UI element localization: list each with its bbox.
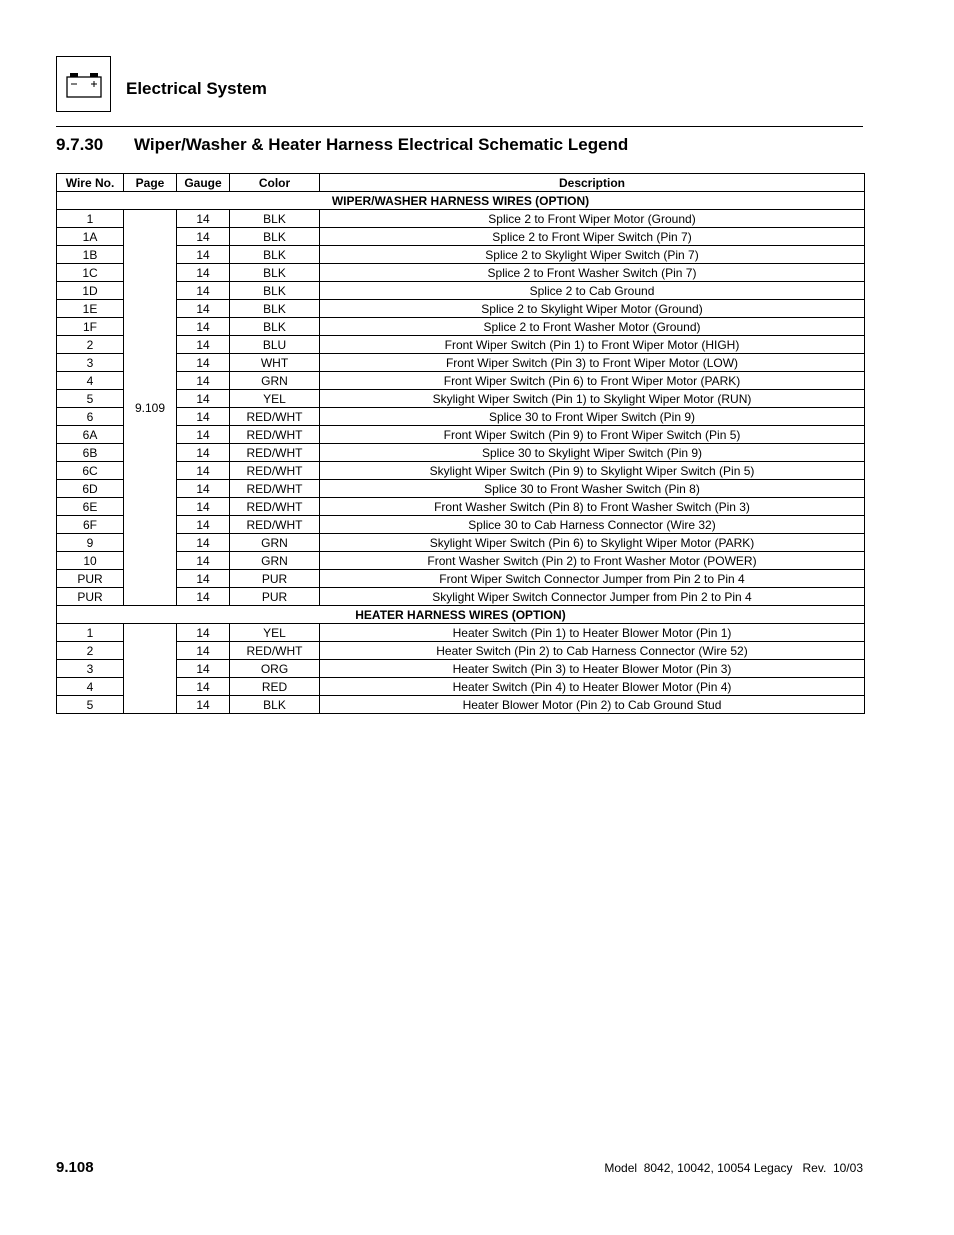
gauge-cell: 14 <box>177 372 230 390</box>
color-cell: BLK <box>230 264 320 282</box>
wire-no-cell: 1A <box>57 228 124 246</box>
col-header-wire: Wire No. <box>57 174 124 192</box>
wire-no-cell: 6B <box>57 444 124 462</box>
table-body <box>57 192 865 714</box>
table-row <box>57 552 865 570</box>
color-cell: RED/WHT <box>230 408 320 426</box>
color-cell: BLK <box>230 246 320 264</box>
gauge-cell: 14 <box>177 624 230 642</box>
wire-no-cell: 6D <box>57 480 124 498</box>
color-cell: PUR <box>230 570 320 588</box>
color-cell: BLK <box>230 282 320 300</box>
color-cell: RED/WHT <box>230 498 320 516</box>
table-row <box>57 642 865 660</box>
gauge-cell: 14 <box>177 210 230 228</box>
gauge-cell: 14 <box>177 354 230 372</box>
section-row <box>57 192 865 210</box>
gauge-cell: 14 <box>177 642 230 660</box>
gauge-cell: 14 <box>177 318 230 336</box>
color-cell: RED <box>230 678 320 696</box>
wire-no-cell: 6E <box>57 498 124 516</box>
description-cell: Heater Switch (Pin 4) to Heater Blower Motor (Pin 4) <box>320 678 865 696</box>
description-cell: Splice 2 to Front Washer Switch (Pin 7) <box>320 264 865 282</box>
wire-no-cell: 1 <box>57 624 124 642</box>
model-text: Model 8042, 10042, 10054 Legacy Rev. 10/03 <box>604 1161 863 1175</box>
color-cell: BLK <box>230 300 320 318</box>
page-heading <box>56 135 628 155</box>
gauge-cell: 14 <box>177 480 230 498</box>
col-header-color: Color <box>230 174 320 192</box>
wire-no-cell: 6 <box>57 408 124 426</box>
wire-no-cell: 1B <box>57 246 124 264</box>
description-cell: Splice 2 to Skylight Wiper Motor (Ground) <box>320 300 865 318</box>
schematic-legend-table <box>56 173 865 714</box>
description-cell: Skylight Wiper Switch Connector Jumper from Pin 2 to Pin 4 <box>320 588 865 606</box>
color-cell: RED/WHT <box>230 426 320 444</box>
wire-no-cell: 9 <box>57 534 124 552</box>
section-icon-box <box>56 56 111 112</box>
table-row <box>57 372 865 390</box>
table-row <box>57 498 865 516</box>
wire-no-cell: PUR <box>57 570 124 588</box>
color-cell: GRN <box>230 534 320 552</box>
description-cell: Front Wiper Switch (Pin 6) to Front Wiper Motor (PARK) <box>320 372 865 390</box>
table-row <box>57 426 865 444</box>
description-cell: Heater Switch (Pin 1) to Heater Blower Motor (Pin 1) <box>320 624 865 642</box>
section-row <box>57 606 865 624</box>
table-row <box>57 462 865 480</box>
description-cell: Front Washer Switch (Pin 2) to Front Washer Motor (POWER) <box>320 552 865 570</box>
heading-number: 9.7.30 <box>56 135 104 154</box>
wire-no-cell: 1F <box>57 318 124 336</box>
color-cell: BLU <box>230 336 320 354</box>
wire-no-cell: 6A <box>57 426 124 444</box>
table-row <box>57 282 865 300</box>
section-title-cell: HEATER HARNESS WIRES (OPTION) <box>57 606 865 624</box>
gauge-cell: 14 <box>177 552 230 570</box>
gauge-cell: 14 <box>177 426 230 444</box>
wire-no-cell: 4 <box>57 372 124 390</box>
table-header-row <box>57 174 865 192</box>
description-cell: Front Wiper Switch (Pin 9) to Front Wiper Switch (Pin 5) <box>320 426 865 444</box>
description-cell: Splice 30 to Front Washer Switch (Pin 8) <box>320 480 865 498</box>
color-cell: GRN <box>230 372 320 390</box>
gauge-cell: 14 <box>177 462 230 480</box>
table-row <box>57 588 865 606</box>
table-row <box>57 228 865 246</box>
description-cell: Front Wiper Switch (Pin 1) to Front Wiper Motor (HIGH) <box>320 336 865 354</box>
wire-no-cell: 3 <box>57 660 124 678</box>
gauge-cell: 14 <box>177 660 230 678</box>
heading-title: Wiper/Washer & Heater Harness Electrical Schematic Legend <box>134 135 629 154</box>
gauge-cell: 14 <box>177 390 230 408</box>
col-header-page: Page <box>124 174 177 192</box>
description-cell: Splice 30 to Skylight Wiper Switch (Pin 9) <box>320 444 865 462</box>
description-cell: Skylight Wiper Switch (Pin 6) to Skylight Wiper Motor (PARK) <box>320 534 865 552</box>
description-cell: Splice 2 to Skylight Wiper Switch (Pin 7) <box>320 246 865 264</box>
page-ref-cell <box>124 624 177 714</box>
gauge-cell: 14 <box>177 498 230 516</box>
wire-no-cell: PUR <box>57 588 124 606</box>
gauge-cell: 14 <box>177 246 230 264</box>
description-cell: Front Wiper Switch Connector Jumper from Pin 2 to Pin 4 <box>320 570 865 588</box>
gauge-cell: 14 <box>177 516 230 534</box>
table-row <box>57 696 865 714</box>
page-ref-cell: 9.109 <box>124 210 177 606</box>
table-row <box>57 480 865 498</box>
description-cell: Splice 2 to Front Wiper Motor (Ground) <box>320 210 865 228</box>
description-cell: Skylight Wiper Switch (Pin 1) to Skylight Wiper Motor (RUN) <box>320 390 865 408</box>
gauge-cell: 14 <box>177 444 230 462</box>
section-title-cell: WIPER/WASHER HARNESS WIRES (OPTION) <box>57 192 865 210</box>
gauge-cell: 14 <box>177 534 230 552</box>
table-row <box>57 408 865 426</box>
description-cell: Splice 2 to Front Washer Motor (Ground) <box>320 318 865 336</box>
header-rule <box>56 126 863 127</box>
gauge-cell: 14 <box>177 300 230 318</box>
wire-no-cell: 1D <box>57 282 124 300</box>
table-row <box>57 570 865 588</box>
color-cell: RED/WHT <box>230 480 320 498</box>
color-cell: YEL <box>230 624 320 642</box>
description-cell: Splice 30 to Front Wiper Switch (Pin 9) <box>320 408 865 426</box>
color-cell: YEL <box>230 390 320 408</box>
gauge-cell: 14 <box>177 570 230 588</box>
description-cell: Splice 2 to Cab Ground <box>320 282 865 300</box>
table-row <box>57 264 865 282</box>
color-cell: BLK <box>230 318 320 336</box>
color-cell: GRN <box>230 552 320 570</box>
battery-icon <box>65 71 103 99</box>
gauge-cell: 14 <box>177 588 230 606</box>
table-row <box>57 534 865 552</box>
section-title: Electrical System <box>126 79 267 98</box>
color-cell: WHT <box>230 354 320 372</box>
color-cell: BLK <box>230 210 320 228</box>
color-cell: ORG <box>230 660 320 678</box>
table-row <box>57 336 865 354</box>
gauge-cell: 14 <box>177 408 230 426</box>
wire-no-cell: 1C <box>57 264 124 282</box>
color-cell: PUR <box>230 588 320 606</box>
table-row <box>57 516 865 534</box>
table-row <box>57 318 865 336</box>
description-cell: Skylight Wiper Switch (Pin 9) to Skylight Wiper Switch (Pin 5) <box>320 462 865 480</box>
wire-no-cell: 1E <box>57 300 124 318</box>
table-row <box>57 354 865 372</box>
gauge-cell: 14 <box>177 264 230 282</box>
description-cell: Front Washer Switch (Pin 8) to Front Washer Switch (Pin 3) <box>320 498 865 516</box>
col-header-gauge: Gauge <box>177 174 230 192</box>
description-cell: Heater Switch (Pin 2) to Cab Harness Connector (Wire 52) <box>320 642 865 660</box>
wire-no-cell: 5 <box>57 390 124 408</box>
color-cell: BLK <box>230 696 320 714</box>
gauge-cell: 14 <box>177 696 230 714</box>
gauge-cell: 14 <box>177 678 230 696</box>
wire-no-cell: 5 <box>57 696 124 714</box>
col-header-description: Description <box>320 174 865 192</box>
gauge-cell: 14 <box>177 282 230 300</box>
wire-no-cell: 2 <box>57 642 124 660</box>
wire-no-cell: 10 <box>57 552 124 570</box>
table-row <box>57 678 865 696</box>
table-row <box>57 246 865 264</box>
description-cell: Splice 30 to Cab Harness Connector (Wire 32) <box>320 516 865 534</box>
color-cell: BLK <box>230 228 320 246</box>
wire-no-cell: 1 <box>57 210 124 228</box>
description-cell: Heater Switch (Pin 3) to Heater Blower Motor (Pin 3) <box>320 660 865 678</box>
page-number: 9.108 <box>56 1159 94 1176</box>
table-row <box>57 300 865 318</box>
color-cell: RED/WHT <box>230 642 320 660</box>
wire-no-cell: 2 <box>57 336 124 354</box>
wire-no-cell: 3 <box>57 354 124 372</box>
wire-no-cell: 6C <box>57 462 124 480</box>
description-cell: Splice 2 to Front Wiper Switch (Pin 7) <box>320 228 865 246</box>
color-cell: RED/WHT <box>230 462 320 480</box>
description-cell: Heater Blower Motor (Pin 2) to Cab Ground Stud <box>320 696 865 714</box>
table-row <box>57 660 865 678</box>
model-revision <box>604 1161 863 1175</box>
table-row <box>57 210 865 228</box>
gauge-cell: 14 <box>177 228 230 246</box>
table-row <box>57 390 865 408</box>
color-cell: RED/WHT <box>230 444 320 462</box>
description-cell: Front Wiper Switch (Pin 3) to Front Wiper Motor (LOW) <box>320 354 865 372</box>
table-row <box>57 624 865 642</box>
wire-no-cell: 6F <box>57 516 124 534</box>
table-row <box>57 444 865 462</box>
gauge-cell: 14 <box>177 336 230 354</box>
wire-no-cell: 4 <box>57 678 124 696</box>
color-cell: RED/WHT <box>230 516 320 534</box>
